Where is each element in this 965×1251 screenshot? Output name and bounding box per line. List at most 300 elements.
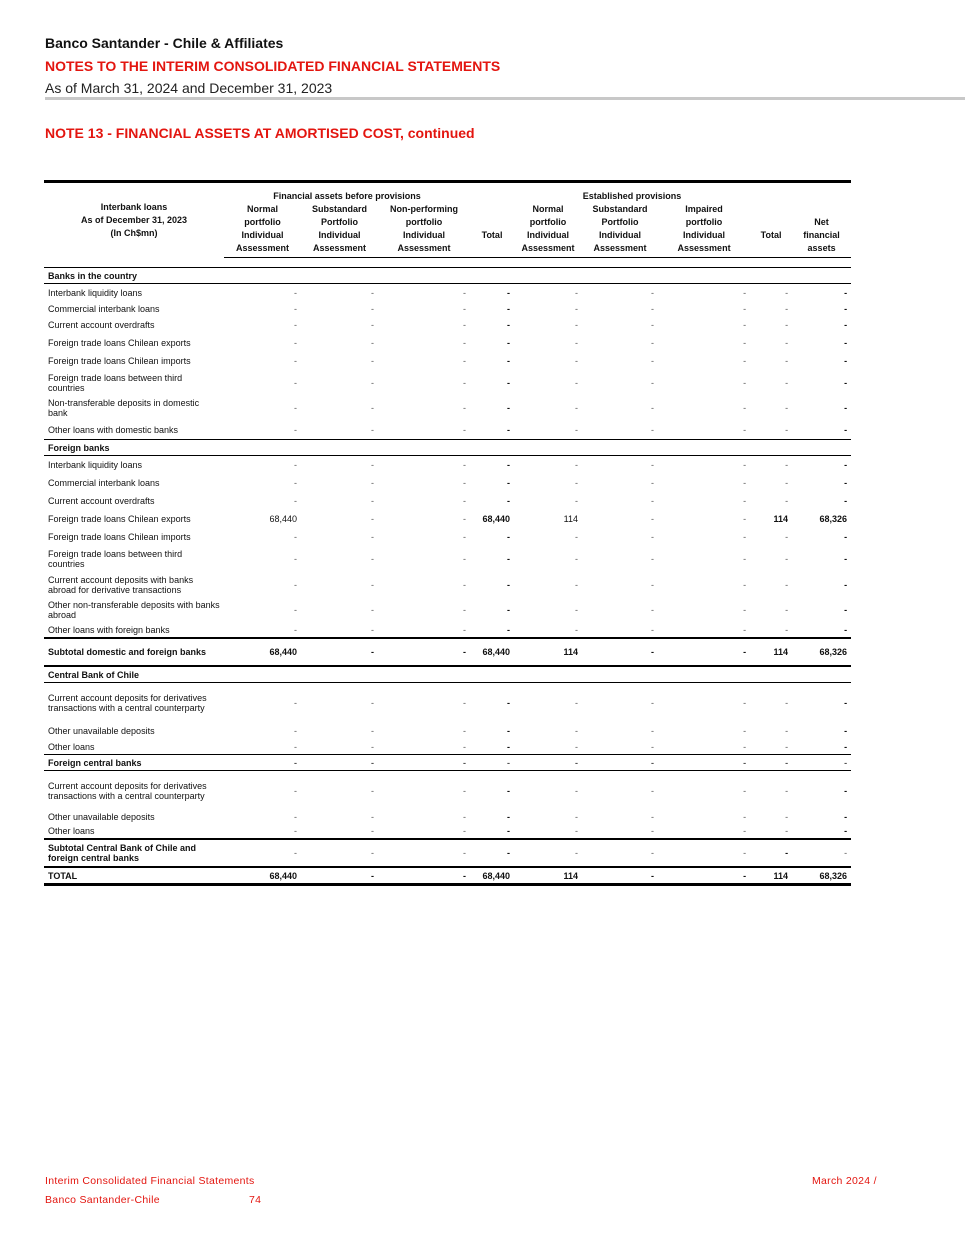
table-cell: - — [507, 478, 511, 488]
table-cell: - — [575, 478, 579, 488]
table-cell: 114 — [514, 867, 582, 885]
table-cell: - — [743, 697, 747, 708]
row-label: Other non-transferable deposits with banks abroad — [48, 600, 220, 620]
table-cell: - — [371, 697, 374, 708]
table-cell: 68,326 — [792, 867, 851, 885]
corner-line-1: Interbank loans — [100, 201, 168, 212]
table-cell: - — [507, 554, 511, 564]
table-cell: - — [844, 478, 848, 488]
table-cell: - — [575, 532, 579, 542]
row-label: Foreign trade loans Chilean imports — [48, 356, 191, 366]
table-cell: - — [514, 755, 582, 771]
table-cell: - — [371, 826, 374, 836]
table-cell: - — [463, 403, 467, 413]
table-cell: - — [371, 812, 374, 822]
table-cell: - — [575, 403, 579, 413]
table-cell: - — [575, 812, 579, 822]
row-label: Current account deposits for derivatives transactions with a central counterparty — [48, 780, 207, 801]
table-cell: - — [651, 338, 655, 348]
table-row — [44, 492, 851, 510]
table-cell: - — [785, 742, 789, 752]
table-cell: - — [743, 377, 747, 388]
table-cell: - — [371, 356, 374, 366]
table-cell: - — [463, 697, 467, 708]
row-label: Foreign trade loans between third countries — [48, 372, 183, 393]
table-row — [44, 510, 851, 528]
table-cell: - — [371, 338, 374, 348]
col-header: Substandard — [311, 204, 367, 214]
table-cell: - — [294, 338, 297, 348]
table-cell: - — [301, 839, 378, 867]
table-cell: - — [371, 496, 374, 506]
col-header: Assessment — [301, 242, 378, 258]
table-cell: - — [294, 726, 297, 736]
footer-report-title: Interim Consolidated Financial Statements — [45, 1175, 255, 1187]
table-cell: 114 — [563, 514, 579, 524]
table-row — [44, 528, 851, 546]
table-cell: - — [575, 288, 579, 298]
table-cell: - — [463, 304, 467, 314]
table-cell: - — [792, 755, 851, 771]
table-cell: - — [844, 812, 848, 822]
table-cell: - — [785, 625, 789, 635]
table-cell: - — [743, 532, 747, 542]
row-label: Other loans with foreign banks — [48, 625, 170, 635]
table-cell: 68,440 — [482, 514, 511, 524]
corner-header — [44, 182, 224, 258]
table-cell: - — [844, 605, 848, 615]
table-cell: - — [651, 288, 655, 298]
section-label: Banks in the country — [44, 268, 851, 284]
table-cell: 114 — [773, 514, 789, 524]
table-cell: - — [507, 625, 511, 635]
table-row — [44, 824, 851, 839]
table-cell: - — [507, 785, 511, 796]
col-header: Individual — [599, 230, 642, 240]
table-cell: - — [743, 554, 747, 564]
table-row — [44, 623, 851, 638]
table-cell: - — [470, 755, 514, 771]
table-cell: - — [507, 377, 511, 388]
table-cell: - — [507, 496, 511, 506]
table-cell: - — [294, 425, 297, 435]
table-cell: - — [378, 839, 470, 867]
table-cell: - — [651, 726, 655, 736]
col-header: Non-performing — [390, 204, 459, 214]
table-cell: - — [371, 320, 374, 330]
table-cell: - — [785, 697, 789, 708]
row-label: Other unavailable deposits — [48, 726, 155, 736]
table-row — [44, 597, 851, 623]
table-cell: - — [785, 320, 789, 330]
col-header: Individual — [683, 230, 726, 240]
table-cell: - — [371, 304, 374, 314]
table-cell: - — [575, 726, 579, 736]
table-cell: - — [844, 460, 848, 470]
table-cell: - — [575, 785, 579, 796]
table-cell: - — [785, 605, 789, 615]
net-header-2: financial — [803, 230, 840, 240]
table-cell: - — [844, 579, 848, 590]
table-cell: - — [575, 304, 579, 314]
table-cell: - — [575, 496, 579, 506]
row-label: Current account overdrafts — [48, 320, 155, 330]
table-cell: - — [651, 812, 655, 822]
table-cell: - — [651, 356, 655, 366]
row-label: Other loans — [48, 826, 95, 836]
table-cell: - — [371, 605, 374, 615]
table-row — [44, 771, 851, 811]
table-cell: - — [743, 826, 747, 836]
table-cell: - — [785, 812, 789, 822]
row-label: Foreign trade loans Chilean exports — [48, 338, 191, 348]
table-cell: 114 — [750, 638, 792, 666]
row-label: Commercial interbank loans — [48, 304, 160, 314]
table-cell: - — [575, 579, 579, 590]
total-header: Total — [760, 230, 782, 240]
table-cell: - — [658, 755, 750, 771]
table-cell: - — [785, 356, 789, 366]
table-cell: - — [301, 867, 378, 885]
table-cell: - — [371, 377, 374, 388]
table-cell: - — [844, 356, 848, 366]
table-cell: - — [658, 839, 750, 867]
table-cell: - — [651, 496, 655, 506]
table-row — [44, 456, 851, 475]
table-cell: - — [785, 826, 789, 836]
table-cell: - — [507, 532, 511, 542]
table-cell: - — [750, 839, 792, 867]
table-cell: - — [294, 320, 297, 330]
table-cell: - — [651, 514, 655, 524]
table-cell: - — [743, 356, 747, 366]
header-divider — [45, 97, 965, 100]
table-cell: - — [792, 839, 851, 867]
table-cell: - — [294, 785, 297, 796]
table-cell: - — [575, 377, 579, 388]
table-cell: - — [294, 403, 297, 413]
table-row — [44, 867, 851, 885]
table-cell: - — [507, 460, 511, 470]
table-cell: - — [301, 755, 378, 771]
table-cell: - — [507, 605, 511, 615]
table-cell: - — [658, 867, 750, 885]
table-cell: - — [743, 579, 747, 590]
table-cell: - — [743, 288, 747, 298]
table-cell: - — [582, 755, 658, 771]
row-label: Non-transferable deposits in domestic bank — [48, 398, 200, 418]
table-cell: - — [514, 839, 582, 867]
table-cell: - — [371, 785, 374, 796]
table-cell: 68,440 — [470, 638, 514, 666]
row-label: Other loans with domestic banks — [48, 425, 179, 435]
table-cell: - — [575, 697, 579, 708]
net-header-1: Net — [814, 217, 829, 227]
table-cell: - — [651, 532, 655, 542]
table-cell: - — [651, 320, 655, 330]
table-cell: - — [463, 726, 467, 736]
col-header: Assessment — [658, 242, 750, 258]
notes-title: NOTES TO THE INTERIM CONSOLIDATED FINANCIAL STATEMENTS — [45, 58, 501, 74]
row-label: Subtotal Central Bank of Chile and foreign central banks — [44, 839, 224, 867]
table-cell: - — [463, 478, 467, 488]
table-cell: - — [651, 478, 655, 488]
table-cell: - — [463, 425, 467, 435]
table-cell: 68,440 — [224, 638, 301, 666]
table-cell: - — [743, 496, 747, 506]
interbank-loans-table — [44, 180, 851, 886]
table-cell: - — [294, 356, 297, 366]
table-cell: - — [294, 377, 297, 388]
table-cell: - — [575, 826, 579, 836]
col-header: Assessment — [582, 242, 658, 258]
table-cell: - — [844, 726, 848, 736]
table-cell: - — [463, 460, 467, 470]
table-cell: - — [844, 288, 848, 298]
col-header: Individual — [241, 230, 284, 240]
table-cell: - — [743, 785, 747, 796]
footer-date: March 2024 / — [812, 1175, 877, 1187]
table-cell: 114 — [750, 867, 792, 885]
table-cell: - — [294, 478, 297, 488]
footer-bank-name: Banco Santander-Chile — [45, 1194, 160, 1206]
table-cell: - — [294, 742, 297, 752]
table-cell: - — [378, 867, 470, 885]
table-cell: - — [294, 625, 297, 635]
table-cell: - — [463, 812, 467, 822]
col-header: Impaired — [685, 204, 723, 214]
table-cell: - — [294, 288, 297, 298]
table-cell: - — [507, 288, 511, 298]
table-cell: - — [294, 697, 297, 708]
table-cell: - — [651, 377, 655, 388]
table-cell: - — [294, 532, 297, 542]
table-cell: - — [844, 697, 848, 708]
table-cell: - — [470, 839, 514, 867]
row-label: Interbank liquidity loans — [48, 288, 143, 298]
table-cell: - — [371, 726, 374, 736]
table-cell: - — [651, 425, 655, 435]
table-cell: - — [575, 460, 579, 470]
table-cell: - — [294, 304, 297, 314]
table-row — [44, 722, 851, 740]
table-cell: - — [463, 320, 467, 330]
table-cell: - — [785, 304, 789, 314]
table-cell: - — [575, 554, 579, 564]
table-cell: - — [507, 742, 511, 752]
table-cell: - — [294, 605, 297, 615]
table-cell: - — [651, 579, 655, 590]
table-cell: - — [371, 288, 374, 298]
total-header: Total — [481, 230, 503, 240]
row-label: Other loans — [48, 742, 95, 752]
table-cell: - — [844, 403, 848, 413]
table-cell: - — [743, 812, 747, 822]
table-cell: - — [651, 554, 655, 564]
table-cell: 114 — [514, 638, 582, 666]
table-cell: - — [463, 377, 467, 388]
row-label: Current account deposits for derivatives transactions with a central counterparty — [48, 692, 207, 713]
row-label: Foreign trade loans between third countries — [48, 549, 183, 569]
page-number: 74 — [249, 1194, 262, 1206]
row-label: Foreign trade loans Chilean exports — [48, 514, 191, 524]
table-cell: - — [658, 638, 750, 666]
col-header: Assessment — [224, 242, 301, 258]
table-cell: - — [507, 697, 511, 708]
table-cell: - — [743, 338, 747, 348]
table-cell: - — [743, 726, 747, 736]
col-header: portfolio — [405, 217, 443, 227]
table-cell: - — [582, 839, 658, 867]
table-cell: - — [785, 338, 789, 348]
row-label: Commercial interbank loans — [48, 478, 160, 488]
table-cell: - — [507, 403, 511, 413]
table-cell: - — [651, 697, 655, 708]
table-cell: - — [743, 320, 747, 330]
table-cell: - — [463, 826, 467, 836]
table-cell: - — [294, 496, 297, 506]
table-cell: - — [743, 425, 747, 435]
table-row — [44, 474, 851, 492]
table-cell: 68,326 — [792, 638, 851, 666]
table-cell: - — [575, 625, 579, 635]
table-cell: - — [651, 826, 655, 836]
table-cell: - — [463, 785, 467, 796]
table-cell: - — [575, 356, 579, 366]
table-cell: - — [844, 554, 848, 564]
table-cell: - — [785, 496, 789, 506]
table-cell: - — [785, 478, 789, 488]
as-of-date: As of March 31, 2024 and December 31, 2023 — [45, 80, 333, 96]
table-row — [44, 638, 851, 666]
table-cell: - — [463, 338, 467, 348]
table-row — [44, 740, 851, 755]
table-cell: - — [844, 742, 848, 752]
table-cell: - — [371, 460, 374, 470]
table-cell: - — [651, 403, 655, 413]
table-cell: - — [463, 605, 467, 615]
table-cell: - — [743, 514, 747, 524]
table-row — [44, 421, 851, 440]
table-cell: - — [785, 554, 789, 564]
table-cell: - — [785, 460, 789, 470]
table-cell: - — [582, 638, 658, 666]
table-row — [44, 546, 851, 572]
table-cell: - — [844, 785, 848, 796]
table-row — [44, 352, 851, 370]
col-header: Normal — [246, 204, 278, 214]
table-cell: - — [294, 460, 297, 470]
net-header-3: assets — [792, 242, 851, 258]
table-row — [44, 316, 851, 334]
table-cell: - — [507, 356, 511, 366]
table-cell: - — [575, 605, 579, 615]
table-cell: - — [743, 605, 747, 615]
section-foreign-banks — [44, 440, 851, 456]
table-cell: - — [743, 625, 747, 635]
table-row — [44, 284, 851, 303]
table-cell: - — [507, 812, 511, 822]
table-cell: - — [371, 514, 374, 524]
table-cell: - — [463, 554, 467, 564]
row-label: Foreign trade loans Chilean imports — [48, 532, 191, 542]
table-row — [44, 755, 851, 771]
table-cell: - — [750, 755, 792, 771]
table-cell: - — [301, 638, 378, 666]
group-header-established-provisions: Established provisions — [514, 182, 750, 204]
table-cell: - — [463, 579, 467, 590]
table-cell: - — [743, 742, 747, 752]
row-label: Other unavailable deposits — [48, 812, 155, 822]
section-label: Foreign banks — [44, 440, 851, 456]
row-label: TOTAL — [44, 867, 224, 885]
table-cell: - — [294, 579, 297, 590]
col-header: Normal — [532, 204, 564, 214]
col-header: Assessment — [514, 242, 582, 258]
table-cell: - — [507, 579, 511, 590]
table-cell: - — [651, 742, 655, 752]
table-cell: - — [507, 338, 511, 348]
table-header-row — [44, 182, 851, 204]
table-cell: - — [785, 579, 789, 590]
table-cell: - — [371, 554, 374, 564]
section-banks-in-country — [44, 268, 851, 284]
table-cell: - — [743, 460, 747, 470]
corner-line-3: (In Ch$mn) — [110, 227, 158, 238]
table-cell: - — [371, 532, 374, 542]
table-cell: - — [651, 460, 655, 470]
table-cell: - — [463, 356, 467, 366]
table-cell: - — [575, 425, 579, 435]
table-cell: - — [582, 867, 658, 885]
row-label: Subtotal domestic and foreign banks — [44, 638, 224, 666]
table-cell: - — [575, 338, 579, 348]
table-cell: - — [651, 625, 655, 635]
col-header: Individual — [403, 230, 446, 240]
table-cell: - — [371, 425, 374, 435]
table-cell: - — [844, 532, 848, 542]
table-cell: - — [651, 304, 655, 314]
table-row — [44, 683, 851, 723]
table-cell: - — [294, 826, 297, 836]
table-cell: - — [507, 826, 511, 836]
table-cell: - — [294, 812, 297, 822]
row-label: Current account deposits with banks abroad for derivative transactions — [48, 574, 194, 595]
table-cell: - — [224, 839, 301, 867]
table-row — [44, 839, 851, 867]
table-cell: - — [463, 288, 467, 298]
company-name: Banco Santander - Chile & Affiliates — [45, 35, 284, 51]
table-cell: - — [575, 742, 579, 752]
table-cell: - — [844, 320, 848, 330]
table-cell: - — [371, 403, 374, 413]
table-cell: - — [743, 478, 747, 488]
table-cell: - — [463, 532, 467, 542]
table-cell: - — [463, 496, 467, 506]
col-header: Individual — [527, 230, 570, 240]
table-cell: - — [371, 625, 374, 635]
table-cell: - — [785, 726, 789, 736]
table-cell: - — [507, 304, 511, 314]
col-header: portfolio — [685, 217, 723, 227]
section-label: Foreign central banks — [44, 755, 224, 771]
note-title: NOTE 13 - FINANCIAL ASSETS AT AMORTISED COST, continued — [45, 125, 475, 141]
group-header-before-provisions: Financial assets before provisions — [224, 182, 470, 204]
table-cell: 68,440 — [269, 514, 297, 524]
row-label: Current account overdrafts — [48, 496, 155, 506]
row-label: Interbank liquidity loans — [48, 460, 143, 470]
table-cell: - — [507, 425, 511, 435]
